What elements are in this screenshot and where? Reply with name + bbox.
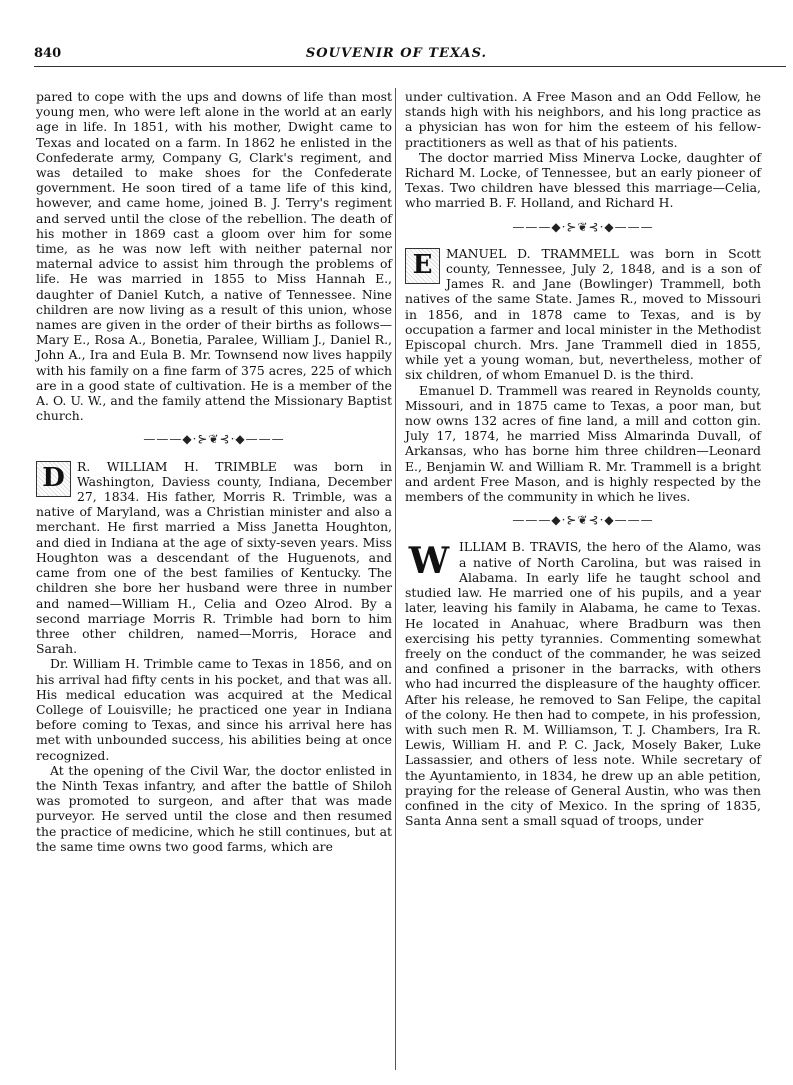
trimble-bio — [36, 459, 392, 854]
trammell-paragraph: MANUEL D. TRAMMELL was born in Scott county, Tennessee, July 2, 1848, and is a son of James R. and Jane (Bowlinger) Trammell, both natives of the same State. James R., moved to Missouri in 1856, and in 1878 came to Texas, and is by occupation a farmer and local minister in the Methodist Episcopal church. Mrs. Jane Trammell died in 1855, while yet a young woman, but, nevertheless, mother of six children, of whom Emanuel D. is the third. — [405, 245, 761, 383]
drop-cap-w: W — [408, 539, 450, 582]
trimble-bio-end: under cultivation. A Free Mason and an Odd Fellow, he stands high with his neighbors, and his long practice as a physician has won for him the esteem of his fellow-practitioners as well as that of his patients. — [405, 89, 761, 150]
townsend-bio-end: pared to cope with the ups and downs of life than most young men, who were left alone in the world at an early age in life. In 1851, with his mother, Dwight came to Texas and located on a farm. In 1862 he enlisted in the Confederate army, Company G, Clark's regiment, and was detailed to make shoes for the Confederate government. He soon tired of a tame life of this kind, however, and came home, joined B. J. Terry's regiment and served until the close of the rebellion. The death of his mother in 1869 cast a gloom over him for some time, as he was now left with neither paternal nor maternal advice to assist him through the problems of life. He was married in 1855 to Miss Hannah E., daughter of Daniel Kutch, a native of Tennessee. Nine children are now living as a result of this union, whose names are given in the order of their births as follows—Mary E., Rosa A., Bonetia, Paralee, William J., Daniel R., John A., Ira and Eula B. Mr. Townsend now lives happily with his family on a fine farm of 375 acres, 225 of which are in a good state of cultivation. He is a member of the A. O. U. W., and the family attend the Missionary Baptist church. — [36, 89, 392, 424]
drop-cap-d: D — [36, 461, 71, 497]
column-rule — [395, 88, 396, 1070]
travis-paragraph: ILLIAM B. TRAVIS, the hero of the Alamo, was a native of North Carolina, but was raised in Alabama. In early life he taught school and studied law. He married one of his pupils, and a year later, leaving his family in Alabama, he came to Texas. He located in Anahuac, where Bradburn was then exercising his petty tyrannies. Commenting somewhat freely on the conduct of the commander, he was seized and confined a prisoner in the barracks, with others who had incurred the displeasure of the haughty officer. After his release, he removed to San Felipe, the capital of the colony. He then had to compete, in his profession, with such men R. M. Williamson, T. J. Chambers, Ira R. Lewis, William H. and P. C. Jack, Mosely Baker, Luke Lassassier, and others of less note. While secretary of the Ayuntamiento, in 1834, he drew up an able petition, praying for the release of General Austin, who was then confined in the city of Mexico. In the spring of 1835, Santa Anna sent a small squad of troops, under — [405, 539, 761, 829]
drop-cap-e: E — [405, 248, 440, 284]
left-column — [36, 89, 392, 854]
travis-bio — [405, 539, 761, 828]
page-number: 840 — [34, 46, 62, 61]
trimble-paragraph: At the opening of the Civil War, the doctor enlisted in the Ninth Texas infantry, and after the battle of Shiloh was promoted to surgeon, and after that was made purveyor. He served until the close and then resumed the practice of medicine, which he still continues, but at the same time owns two good farms, which are — [36, 762, 392, 854]
trammell-bio — [405, 246, 761, 504]
trimble-bio-end: The doctor married Miss Minerva Locke, daughter of Richard M. Locke, of Tennessee, but an early pioneer of Texas. Two children have blessed this marriage—Celia, who married B. F. Holland, and Richard H. — [405, 149, 761, 211]
trammell-paragraph: Emanuel D. Trammell was reared in Reynolds county, Missouri, and in 1875 came to Texas, a poor man, but now owns 132 acres of fine land, a mill and cotton gin. July 17, 1874, he married Miss Almarinda Duvall, of Arkansas, who has borne him three children—Leonard E., Benjamin W. and William R. Mr. Trammell is a bright and ardent Free Mason, and is highly respected by the members of the community in which he lives. — [405, 382, 761, 505]
trimble-paragraph: Dr. William H. Trimble came to Texas in 1856, and on his arrival had fifty cents in his pocket, and that was all. His medical education was acquired at the Medical College of Louisville; he practiced one year in Indiana before coming to Texas, and since his arrival here has met with unbounded success, his abilities being at once recognized. — [36, 656, 392, 763]
trimble-paragraph: R. WILLIAM H. TRIMBLE was born in Washington, Daviess county, Indiana, December 27, 1834. His father, Morris R. Trimble, was a native of Maryland, was a Christian minister and also a merchant. He first married a Miss Janetta Houghton, and died in Indiana at the age of sixty-seven years. Miss Houghton was a descendant of the Huguenots, and came from one of the best families of Kentucky. The children she bore her husband were three in number and named—William H., Celia and Ozeo Alrod. By a second marriage Morris R. Trimble had born to him three other children, named—Morris, Horace and Sarah. — [36, 458, 392, 657]
running-title: SOUVENIR OF TEXAS. — [305, 46, 488, 61]
section-ornament: ———◆·⊱❦⊰·◆——— — [143, 432, 285, 447]
section-ornament: ———◆·⊱❦⊰·◆——— — [512, 513, 654, 528]
right-column — [405, 89, 761, 828]
header-rule — [34, 66, 786, 67]
section-ornament: ———◆·⊱❦⊰·◆——— — [512, 219, 654, 234]
